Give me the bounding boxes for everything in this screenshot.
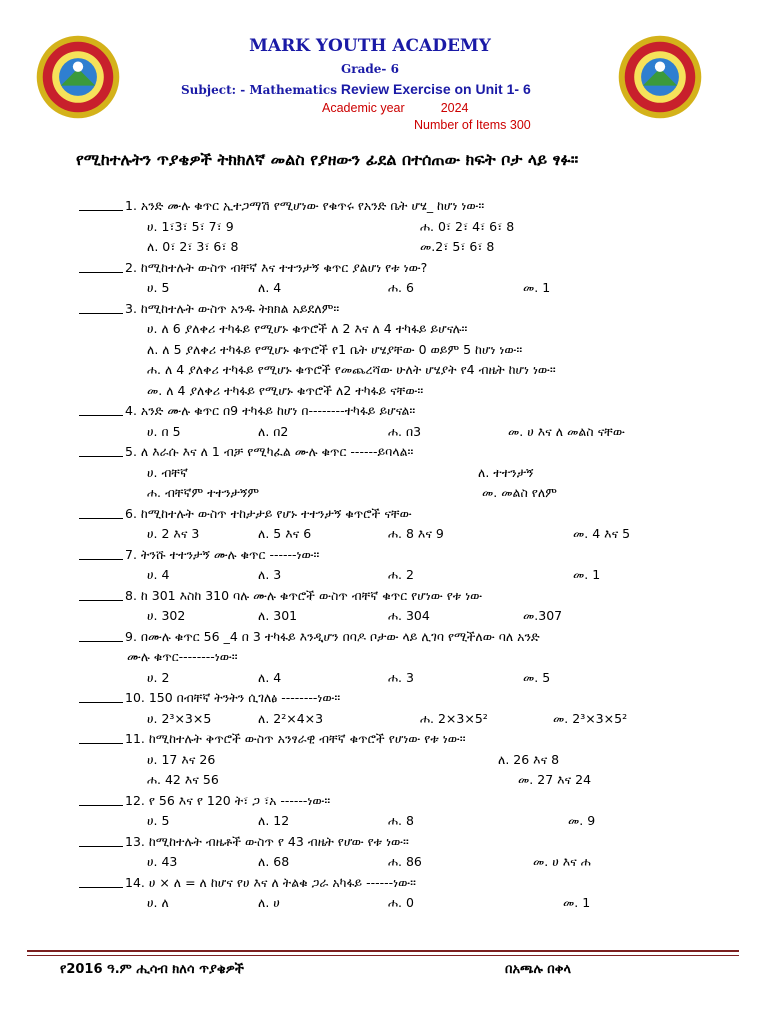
answer-option: መ. 5 bbox=[523, 669, 551, 685]
answer-blank[interactable] bbox=[79, 401, 123, 416]
options-row bbox=[0, 340, 768, 361]
answer-option: ለ. 0፣ 2፣ 3፣ 6፣ 8 bbox=[147, 239, 239, 254]
answer-option: ሀ. 302 bbox=[147, 608, 186, 623]
question-row bbox=[0, 791, 768, 812]
question-list bbox=[0, 196, 768, 914]
answer-blank[interactable] bbox=[79, 688, 123, 703]
options-row bbox=[0, 668, 768, 689]
question-text: 10. 150 በብቸኛ ትንትን ሲገለፅ --------ነው። bbox=[125, 690, 341, 705]
answer-option: መ. 1 bbox=[563, 895, 591, 910]
answer-blank[interactable] bbox=[79, 729, 123, 744]
options-row bbox=[0, 524, 768, 545]
answer-option: ለ. 4 bbox=[258, 669, 282, 685]
answer-option: መ. ሀ እና ሐ bbox=[533, 854, 591, 869]
question-row bbox=[0, 688, 768, 709]
answer-option: መ.307 bbox=[523, 608, 563, 623]
question-row bbox=[0, 258, 768, 279]
options-row bbox=[0, 360, 768, 381]
answer-option: ለ. ሀ bbox=[258, 895, 280, 910]
question-row bbox=[0, 299, 768, 320]
answer-option: ሀ. ብቸኛ bbox=[147, 464, 188, 480]
answer-option: ለ. 4 bbox=[258, 280, 282, 295]
question-text: 12. የ 56 እና የ 120 ት፣ ጋ ፣አ ------ነው። bbox=[125, 792, 331, 808]
footer-rule-thin bbox=[27, 955, 739, 956]
answer-blank[interactable] bbox=[79, 586, 123, 601]
question-row bbox=[0, 627, 768, 648]
answer-option: ሀ. 43 bbox=[147, 854, 178, 869]
answer-option: ለ. 301 bbox=[258, 608, 298, 623]
academic-year-value: 2024 bbox=[440, 101, 469, 115]
question-row bbox=[0, 545, 768, 566]
options-row bbox=[0, 893, 768, 914]
answer-blank[interactable] bbox=[79, 791, 123, 806]
question-text: 3. ከሚከተሉት ውስጥ አንዱ ትክክል አይደለም። bbox=[125, 300, 340, 316]
grade-label: Grade- 6 bbox=[341, 62, 399, 76]
answer-option: ሐ. 42 እና 56 bbox=[147, 772, 219, 787]
footer-author: በአጫሉ በቀላ bbox=[505, 962, 572, 977]
answer-option: ሀ. 2 bbox=[147, 669, 170, 685]
question-text: 4. አንድ ሙሉ ቁጥር በ9 ተካፋይ ከሆነ በ--------ተካፋይ ይሆናል። bbox=[125, 403, 416, 418]
answer-option: ሐ. 6 bbox=[388, 280, 414, 295]
options-row bbox=[0, 237, 768, 258]
number-of-items: Number of Items 300 bbox=[414, 118, 531, 132]
options-row bbox=[0, 217, 768, 238]
answer-blank[interactable] bbox=[79, 545, 123, 560]
answer-option: ሐ. ብቸኛም ተተንታኝም bbox=[147, 485, 260, 500]
answer-option: ሐ. 3 bbox=[388, 669, 414, 685]
answer-option: ሐ. 0፣ 2፣ 4፣ 6፣ 8 bbox=[420, 218, 515, 234]
options-row bbox=[0, 422, 768, 443]
answer-option: ለ. 26 እና 8 bbox=[498, 751, 560, 767]
answer-option: መ.2፣ 5፣ 6፣ 8 bbox=[420, 239, 495, 254]
options-row bbox=[0, 770, 768, 791]
options-row bbox=[0, 852, 768, 873]
answer-option: ሐ. 8 bbox=[388, 813, 414, 828]
answer-option: መ. 1 bbox=[523, 280, 551, 295]
question-row bbox=[0, 729, 768, 750]
question-row bbox=[0, 401, 768, 422]
answer-blank[interactable] bbox=[79, 196, 123, 211]
answer-option: ለ. በ2 bbox=[258, 423, 289, 439]
question-text: 14. ሀ × ለ = ለ ከሆና የሀ እና ለ ትልቁ ጋራ አካፋይ ------ነው። bbox=[125, 874, 416, 890]
answer-option: መ. 9 bbox=[568, 813, 596, 828]
answer-option: ሀ. 1፣3፣ 5፣ 7፣ 9 bbox=[147, 218, 234, 234]
question-row bbox=[0, 504, 768, 525]
answer-blank[interactable] bbox=[79, 442, 123, 457]
options-row bbox=[0, 483, 768, 504]
question-text: 7. ትንሹ ተተንታኝ ሙሉ ቁጥር ------ነው። bbox=[125, 546, 320, 562]
options-row bbox=[0, 278, 768, 299]
answer-option: መ. ሀ እና ለ መልስ ናቸው bbox=[508, 423, 625, 439]
answer-option: ሐ. 2×3×5² bbox=[420, 710, 488, 726]
options-row bbox=[0, 811, 768, 832]
answer-option: መ. 4 እና 5 bbox=[573, 526, 631, 541]
subject-suffix: Review Exercise on Unit 1- 6 bbox=[336, 81, 531, 97]
answer-blank[interactable] bbox=[79, 258, 123, 273]
answer-option: ሀ. ለ 6 ያለቀሪ ተካፋይ የሚሆኑ ቁጥሮች ለ 2 እና ለ 4 ተካፋይ ይሆናሉ። bbox=[147, 321, 468, 336]
footer-title: የ2016 ዓ.ም ሒሳብ ክለሳ ጥያቄዎች bbox=[60, 962, 244, 977]
answer-blank[interactable] bbox=[79, 627, 123, 642]
answer-option: ሐ. 86 bbox=[388, 854, 422, 869]
question-row bbox=[0, 586, 768, 607]
answer-option: መ. 2³×3×5² bbox=[553, 710, 628, 726]
answer-option: ሀ. 17 እና 26 bbox=[147, 751, 216, 767]
question-row bbox=[0, 196, 768, 217]
options-row bbox=[0, 606, 768, 627]
answer-option: ለ. 3 bbox=[258, 567, 282, 582]
answer-option: ሐ. 0 bbox=[388, 895, 414, 910]
answer-option: ሀ. በ 5 bbox=[147, 423, 181, 439]
answer-option: ሀ. 2³×3×5 bbox=[147, 710, 212, 726]
question-text: 2. ከሚከተሉት ውስጥ ብቸኛ እና ተተንታኝ ቁጥር ያልሆነ የቱ ነው? bbox=[125, 259, 428, 275]
question-continuation bbox=[0, 647, 768, 668]
answer-option: መ. 1 bbox=[573, 567, 601, 582]
question-text: 5. ለ እራሱ እና ለ 1 ብቻ የሚካፈል ሙሉ ቁጥር ------ይባላል። bbox=[125, 444, 414, 459]
answer-option: ሀ. ለ bbox=[147, 895, 169, 910]
answer-option: ሐ. በ3 bbox=[388, 423, 422, 439]
answer-option: ለ. ተተንታኝ bbox=[478, 464, 534, 480]
options-row bbox=[0, 319, 768, 340]
question-row bbox=[0, 873, 768, 894]
question-text-continued: ሙሉ ቁጥር--------ነው። bbox=[127, 649, 238, 664]
answer-option: ሀ. 4 bbox=[147, 567, 170, 582]
answer-option: መ. 27 እና 24 bbox=[518, 772, 592, 787]
question-text: 13. ከሚከተሉት ብዜቶች ውስጥ የ 43 ብዜት የሆው የቱ ነው። bbox=[125, 833, 409, 849]
question-text: 11. ከሚከተሉት ቅጥሮች ውስጥ አንፃራዊ ብቸኛ ቁጥሮች የሆነው የቱ ነው። bbox=[125, 731, 466, 746]
options-row bbox=[0, 565, 768, 586]
answer-option: ለ. 5 እና 6 bbox=[258, 526, 312, 541]
options-row bbox=[0, 381, 768, 402]
answer-blank[interactable] bbox=[79, 299, 123, 314]
academic-year-label: Academic year bbox=[322, 101, 405, 115]
footer-rule-thick bbox=[27, 950, 739, 952]
answer-option: ለ. 68 bbox=[258, 854, 290, 869]
question-row bbox=[0, 832, 768, 853]
options-row bbox=[0, 463, 768, 484]
academic-year-line bbox=[322, 101, 469, 115]
answer-option: ሐ. 304 bbox=[388, 608, 430, 623]
options-row bbox=[0, 709, 768, 730]
question-text: 1. አንድ ሙሉ ቁጥር ኢተጋማሽ የሚሆነው የቁጥሩ የአንድ ቤት ሆሄ_ ከሆነ ነው። bbox=[125, 198, 485, 213]
question-text: 9. በሙሉ ቁጥር 56 _4 በ 3 ተካፋይ እንዲሆን በባዶ ቦታው ላይ ሊገባ የሚችለው ባለ አንድ bbox=[125, 628, 540, 644]
answer-option: መ. ለ 4 ያለቀሪ ተካፋይ የሚሆኑ ቁጥሮች ለ2 ተካፋይ ናቸው። bbox=[147, 382, 424, 398]
answer-option: ሀ. 2 እና 3 bbox=[147, 526, 200, 541]
answer-option: ሐ. ለ 4 ያለቀሪ ተካፋይ የሚሆኑ ቁጥሮች የመጨረሻው ሁለት ሆሄያት የ4 ብዜት ከሆነ ነው። bbox=[147, 362, 556, 377]
answer-option: ሐ. 8 እና 9 bbox=[388, 526, 444, 541]
answer-option: ሀ. 5 bbox=[147, 813, 170, 828]
question-text: 8. ከ 301 እስከ 310 ባሉ ሙሉ ቁጥሮች ውስጥ ብቸኛ ቁጥር የሆነው የቱ ነው bbox=[125, 587, 483, 603]
question-text: 6. ከሚከተሉት ውስጥ ተከታታይ የሆኑ ተተንታኝ ቁጥሮች ናቸው bbox=[125, 505, 412, 521]
answer-option: ሐ. 2 bbox=[388, 567, 414, 582]
answer-blank[interactable] bbox=[79, 873, 123, 888]
answer-option: ለ. 2²×4×3 bbox=[258, 710, 324, 726]
subject-prefix: Subject: - Mathematics bbox=[181, 83, 337, 97]
instructions: የሚከተሉትን ጥያቄዎች ትክክለኛ መልስ የያዘውን ፊደል በተሰጠው ክፍት ቦታ ላይ ፃፉ። bbox=[76, 150, 579, 169]
school-name: MARK YOUTH ACADEMY bbox=[249, 36, 491, 56]
answer-option: ለ. 12 bbox=[258, 813, 290, 828]
answer-blank[interactable] bbox=[79, 832, 123, 847]
subject-line bbox=[181, 81, 531, 98]
answer-option: ለ. ለ 5 ያለቀሪ ተካፋይ የሚሆኑ ቁጥሮች የ1 ቤት ሆሄያቸው 0 ወይም 5 ከሆነ ነው። bbox=[147, 341, 523, 357]
answer-option: ሀ. 5 bbox=[147, 280, 170, 295]
question-row bbox=[0, 442, 768, 463]
answer-option: መ. መልስ የለም bbox=[482, 485, 557, 500]
options-row bbox=[0, 750, 768, 771]
answer-blank[interactable] bbox=[79, 504, 123, 519]
